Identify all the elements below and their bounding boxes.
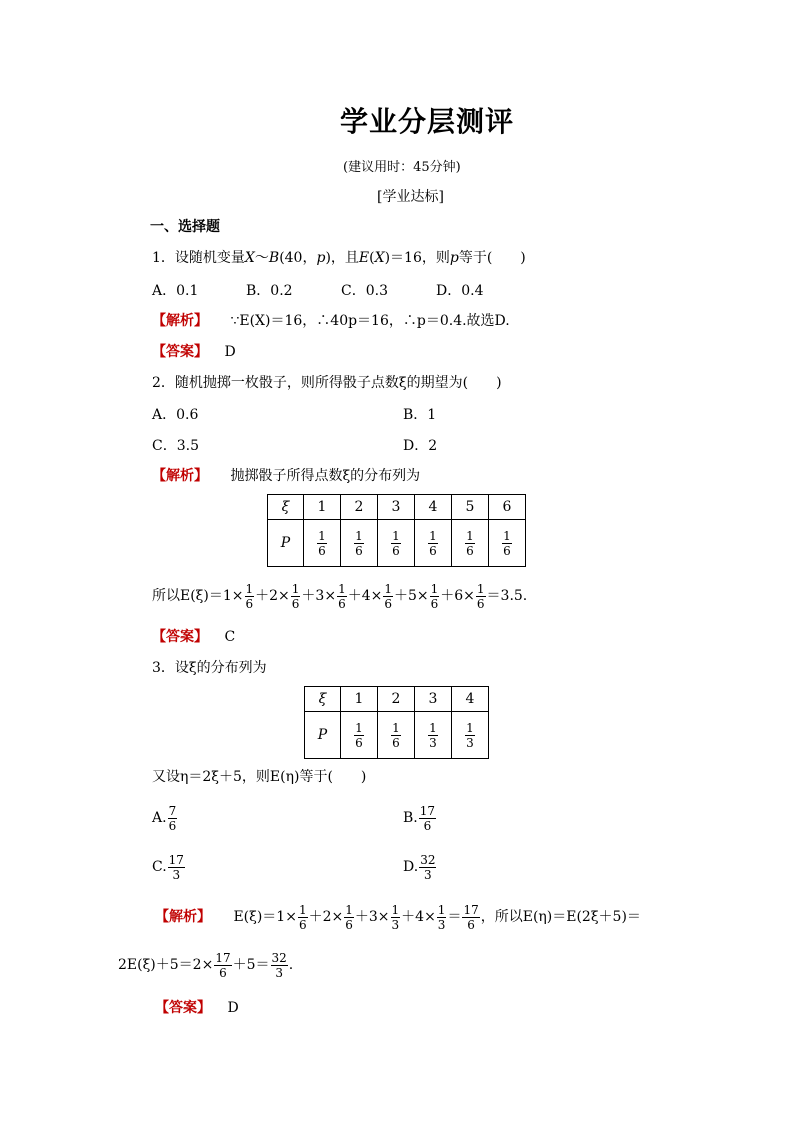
q1-params: (40， — [279, 250, 317, 266]
q3-table-row2-head: P — [317, 727, 328, 743]
q1-stem: 1．设随机变量X～B(40，p)，且E(X)＝16，则p等于( ) — [152, 250, 526, 266]
q2-calc-result: ＝3.5. — [486, 588, 528, 604]
q2-table-row1-head: ξ — [281, 499, 290, 515]
q1-answer-tag: 【答案】 — [152, 344, 208, 360]
q3-stem2: 又设η＝2ξ＋5，则E(η)等于( ) — [152, 769, 367, 785]
q2-table-prob: $\frac{1}{6}$ — [392, 528, 400, 558]
q3-table-value: 4 — [452, 687, 489, 712]
q3-option-a: A. $\frac{7}{6}$ — [152, 803, 177, 833]
q2-table-value: 2 — [341, 495, 378, 520]
q3-option-b: B. $\frac{17}{6}$ — [403, 803, 436, 833]
q3-answer-tag: 【答案】 — [155, 1000, 211, 1016]
q3-analysis-tag: 【解析】 — [155, 909, 211, 925]
q2-table-prob: $\frac{1}{6}$ — [355, 528, 363, 558]
q3-table-prob: $\frac{1}{6}$ — [355, 720, 363, 750]
q2-option-c: C．3.5 — [152, 438, 199, 454]
q2-calc-term: ＋4× — [347, 588, 383, 604]
q2-answer: C — [224, 629, 236, 645]
q2-table-prob: $\frac{1}{6}$ — [466, 528, 474, 558]
q2-calc-lhs: E(ξ)＝1× — [180, 588, 244, 604]
q2-option-d: D．2 — [403, 438, 438, 454]
q3-table-value: 3 — [415, 687, 452, 712]
q3-stem: 3．设ξ的分布列为 — [152, 660, 267, 676]
q3-table-prob: $\frac{1}{6}$ — [392, 720, 400, 750]
level-label: [学业达标] — [377, 189, 444, 205]
q1-ex-end: )＝16，则 — [384, 250, 450, 266]
q2-option-a: A．0.6 — [152, 407, 199, 423]
q1-number: 1． — [152, 250, 175, 266]
q2-table-row2-head: P — [280, 535, 291, 551]
q1-analysis: ∵E(X)＝16，∴40p＝16，∴p＝0.4.故选D. — [230, 313, 510, 329]
q1-var-b: B — [268, 250, 280, 266]
q3-analysis-line2: 2E(ξ)＋5＝2× $\frac{17}{6}$ ＋5＝ $\frac{32}{3}$ . — [118, 950, 294, 980]
q2-option-b: B．1 — [403, 407, 437, 423]
q2-analysis-tag: 【解析】 — [152, 468, 208, 484]
q1-analysis-tag: 【解析】 — [152, 313, 208, 329]
q1-option-c: C．0.3 — [341, 283, 388, 299]
q2-calc-frac: $\frac{1}{6}$ — [245, 581, 254, 611]
suggested-time: (建议用时：45分钟) — [343, 160, 461, 175]
q2-table-prob: $\frac{1}{6}$ — [429, 528, 437, 558]
q2-table-value: 6 — [489, 495, 526, 520]
q2-distribution-table — [267, 494, 526, 567]
q1-option-b: B．0.2 — [246, 283, 293, 299]
q2-calc-frac: $\frac{1}{6}$ — [384, 581, 392, 611]
q2-table-prob: $\frac{1}{6}$ — [503, 528, 511, 558]
q3-table-value: 2 — [378, 687, 415, 712]
q1-ask-p: p — [449, 250, 459, 266]
q2-calc-term: ＋3× — [301, 588, 337, 604]
section-heading: 一、选择题 — [150, 219, 220, 235]
q2-table-value: 3 — [378, 495, 415, 520]
q1-tail: 等于( ) — [458, 250, 526, 266]
q1-option-d: D．0.4 — [436, 283, 484, 299]
q2-calc-prefix: 所以 — [152, 588, 180, 604]
q1-sim: ～ — [254, 250, 269, 266]
q2-answer-tag: 【答案】 — [152, 629, 208, 645]
q1-var-x: X — [244, 250, 255, 266]
q2-calc-frac: $\frac{1}{6}$ — [338, 581, 346, 611]
q2-table-value: 1 — [304, 495, 341, 520]
q2-calc-term: ＋5× — [393, 588, 429, 604]
q2-calc-frac: $\frac{1}{6}$ — [476, 581, 485, 611]
q2-calc-frac: $\frac{1}{6}$ — [430, 581, 439, 611]
q3-option-d: D. $\frac{32}{3}$ — [403, 852, 436, 882]
q1-e: E — [358, 250, 370, 266]
q2-table-value: 4 — [415, 495, 452, 520]
page-title: 学业分层测评 — [340, 105, 515, 138]
q3-analysis-line1: 【解析】 E(ξ)＝1× $\frac{1}{6}$ ＋2× $\frac{1}{6}$ ＋3× $\frac{1}{3}$ ＋4× $\frac{1}{3}$ ＝ $\frac{17}{6}$ ，所以E(η)＝E(2ξ＋5)＝ — [155, 902, 641, 932]
q1-ex-x: X — [374, 250, 385, 266]
q3-distribution-table — [304, 686, 489, 759]
q2-calculation — [152, 578, 527, 614]
q2-calc-frac: $\frac{1}{6}$ — [291, 581, 300, 611]
q3-table-prob: $\frac{1}{3}$ — [429, 720, 437, 750]
q2-stem: 2．随机抛掷一枚骰子，则所得骰子点数ξ的期望为( ) — [152, 375, 502, 391]
q3-table-value: 1 — [341, 687, 378, 712]
q2-calc-term: ＋6× — [440, 588, 475, 604]
q3-table-prob: $\frac{1}{3}$ — [466, 720, 474, 750]
q2-table-value: 5 — [452, 495, 489, 520]
q3-answer: D — [227, 1000, 239, 1016]
q1-answer: D — [224, 344, 236, 360]
q2-analysis-intro: 抛掷骰子所得点数ξ的分布列为 — [230, 468, 421, 484]
q1-var-p: p — [316, 250, 326, 266]
q1-params-end: )，且 — [325, 250, 359, 266]
q2-table-prob: $\frac{1}{6}$ — [318, 528, 326, 558]
q1-option-a: A．0.1 — [152, 283, 199, 299]
q1-text: 设随机变量 — [174, 250, 245, 266]
q2-calc-term: ＋2× — [255, 588, 290, 604]
q3-option-c: C. $\frac{17}{3}$ — [152, 852, 184, 882]
q3-table-row1-head: ξ — [318, 691, 327, 707]
